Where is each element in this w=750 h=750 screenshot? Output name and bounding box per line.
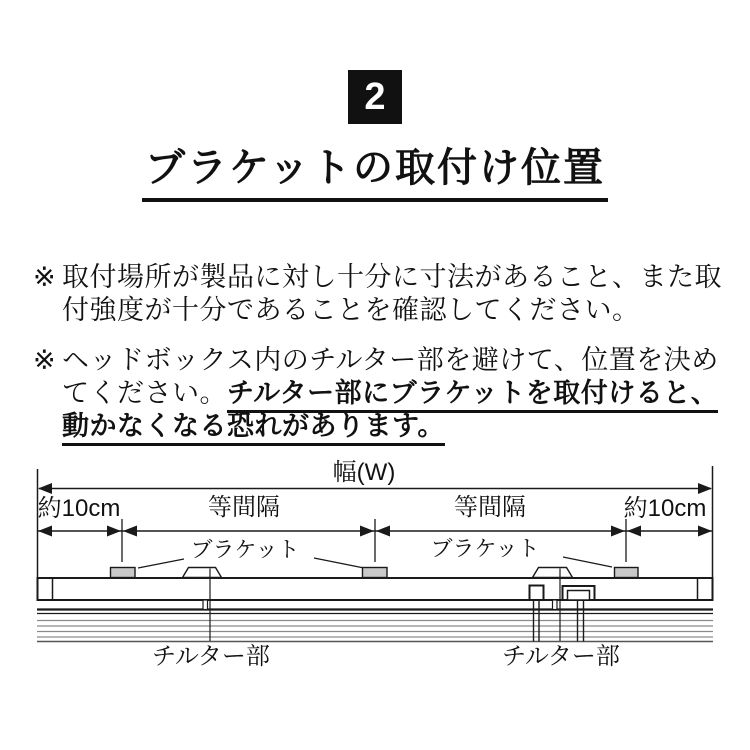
tilter-label-right: チルター部 bbox=[502, 643, 620, 670]
step-number-badge bbox=[348, 70, 402, 124]
arrowhead-right-icon bbox=[698, 483, 712, 494]
bracket-leader-line bbox=[314, 558, 364, 568]
bracket-right bbox=[615, 568, 639, 578]
right-margin-label: 約10cm bbox=[623, 495, 707, 522]
page-title: ブラケットの取付け位置 bbox=[142, 142, 608, 202]
width-label: 幅(W) bbox=[332, 459, 396, 486]
spacing-label-left: 等間隔 bbox=[208, 494, 280, 521]
arrowhead-icon bbox=[376, 526, 390, 537]
arrowhead-icon bbox=[611, 526, 625, 537]
tilter-cover-left bbox=[183, 568, 222, 578]
note-avoid-tilter bbox=[33, 344, 733, 443]
left-margin-label: 約10cm bbox=[37, 495, 121, 522]
headbox bbox=[38, 578, 713, 610]
note-text-warning: チルター部にブラケットを取付けると、 bbox=[227, 378, 718, 413]
bracket-position-diagram bbox=[0, 448, 750, 688]
tilter-unit-square bbox=[530, 586, 544, 601]
arrowhead-right-icon bbox=[698, 526, 712, 537]
ladder-support-right bbox=[553, 600, 558, 610]
note-line bbox=[62, 410, 733, 443]
spacing-label-right: 等間隔 bbox=[454, 494, 526, 521]
note-marker: ※ bbox=[33, 345, 57, 375]
arrowhead-left-icon bbox=[38, 526, 52, 537]
bracket-middle bbox=[363, 568, 388, 578]
headbox-body bbox=[38, 578, 713, 600]
bracket-leader-line bbox=[138, 559, 184, 568]
arrowhead-icon bbox=[627, 526, 641, 537]
note-marker: ※ bbox=[33, 262, 57, 292]
tilter-unit-box-inner bbox=[568, 591, 590, 601]
note-line: ヘッドボックス内のチルター部を避けて、位置を決め bbox=[62, 345, 719, 375]
note-body bbox=[62, 261, 733, 327]
note-body bbox=[62, 344, 733, 443]
tilter-label-left: チルター部 bbox=[152, 643, 270, 670]
bracket-leader-line bbox=[563, 557, 612, 567]
note-line bbox=[62, 377, 733, 410]
arrowhead-left-icon bbox=[38, 483, 52, 494]
spacing-dimension bbox=[38, 494, 712, 562]
blind-slats bbox=[37, 610, 713, 642]
bracket-label-left: ブラケット bbox=[190, 537, 300, 562]
step-number: 2 bbox=[364, 76, 386, 118]
note-install-strength bbox=[33, 261, 733, 327]
tilter-cover-right bbox=[533, 568, 573, 578]
note-text-normal: てください。 bbox=[62, 378, 227, 408]
note-line: 取付場所が製品に対し十分に寸法があること、また取 bbox=[62, 262, 722, 292]
bracket-left bbox=[111, 568, 136, 578]
page-title-wrap bbox=[0, 142, 750, 202]
arrowhead-icon bbox=[107, 526, 121, 537]
arrowhead-icon bbox=[123, 526, 137, 537]
note-text-warning: 動かなくなる恐れがあります。 bbox=[62, 411, 445, 446]
width-dimension bbox=[38, 459, 712, 494]
ladder-support-left bbox=[203, 600, 208, 610]
bracket-label-right: ブラケット bbox=[430, 536, 540, 561]
arrowhead-icon bbox=[360, 526, 374, 537]
note-line: 付強度が十分であることを確認してください。 bbox=[62, 295, 640, 325]
